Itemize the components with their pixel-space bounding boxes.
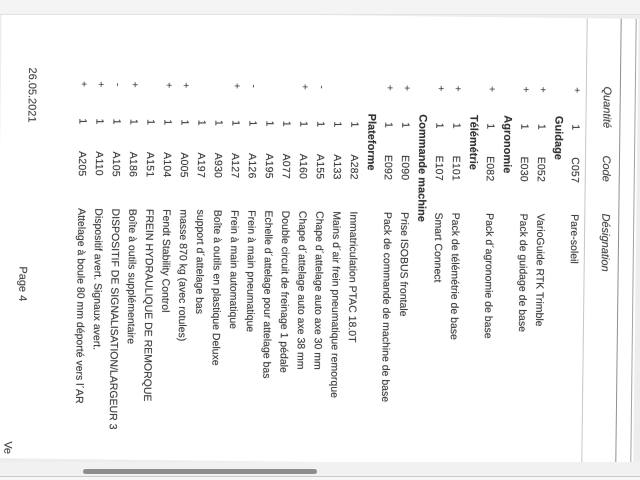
table-row: 1 A930 Boîte à outils en plastique Deluxe: [209, 119, 225, 366]
viewer-top-strip: [0, 0, 640, 15]
section-row: Commande machine: [415, 114, 429, 222]
table-row: 1 A151 FREIN HYDRAULIQUE DE REMORQUE: [140, 119, 157, 402]
table-row: 1 A133 Mains d´air frein pneumatique remorque: [328, 121, 344, 399]
table-row: + 1 C057 Pare-soleil: [567, 87, 582, 264]
horizontal-scrollbar-thumb[interactable]: [83, 469, 317, 474]
section-row: Agronomie: [500, 115, 514, 174]
table-row: 1 A197 support d´attelage bas: [193, 119, 208, 315]
column-header-designation: Désignation: [598, 213, 612, 272]
page-number: Page 4: [16, 266, 29, 302]
order-table-rows: [0, 11, 639, 466]
table-row: - 1 A126 Frein à main pneumatique: [243, 84, 259, 333]
table-row: + 1 A186 Boîte à outils supplémentaire: [124, 81, 140, 345]
table-row: 1 A195 Echelle d´attelage pour attelage bas: [260, 120, 276, 379]
table-row: + 1 A205 Attelage à boule 80 mm déporté vers l´AR: [72, 81, 89, 404]
column-header-quantity: Quantité: [600, 86, 613, 129]
table-row: + 1 E090 Prise ISOBUS frontale: [397, 85, 412, 317]
table-row: + 1 A005 masse 870 kg (avec rotules): [175, 82, 191, 342]
table-row: + 1 A104 Fendt Stability Control: [159, 82, 174, 313]
table-row: + 1 E030 Pack de guidage de base: [515, 86, 531, 333]
table-row: 1 A077 Double circuit de freinage 1 pédale: [277, 120, 293, 373]
table-row: + 1 E052 VarioGuide RTK Trimble: [532, 86, 548, 327]
column-header-code: Code: [599, 155, 613, 182]
table-row: + 1 E082 Pack d´agronomie de base: [481, 86, 497, 339]
table-row: - 1 A105 DISPOSITIF DE SIGNALISATION/LARGEUR 3: [106, 82, 123, 430]
document-date: 26.05.2021: [25, 67, 39, 123]
table-row: + 1 E107 Smart Connect: [431, 85, 446, 283]
section-row: Télémétrie: [466, 114, 480, 170]
table-row: - 1 A155 Chape d´attelage auto axe 30 mm: [311, 85, 327, 370]
table-row: 1 A282 Immatriculation PTAC 18.0T: [345, 121, 361, 343]
table-row: + 1 A110 Dispositif avert. Signaux avert.: [90, 81, 106, 351]
section-row: Guidage: [551, 115, 565, 161]
footer-fragment: Ve: [1, 441, 14, 455]
table-row: + 1 A160 Chape d´attelage auto axe 38 mm: [294, 83, 310, 370]
table-row: + 1 E101 Pack de télémétrie de base: [447, 85, 463, 340]
scanned-page: [0, 11, 639, 466]
section-row: Plateforme: [364, 113, 378, 171]
table-row: + 1 A127 Frein à main automatique: [226, 83, 242, 330]
table-row: + 1 E092 Pack de commande de machine de base: [379, 84, 395, 403]
